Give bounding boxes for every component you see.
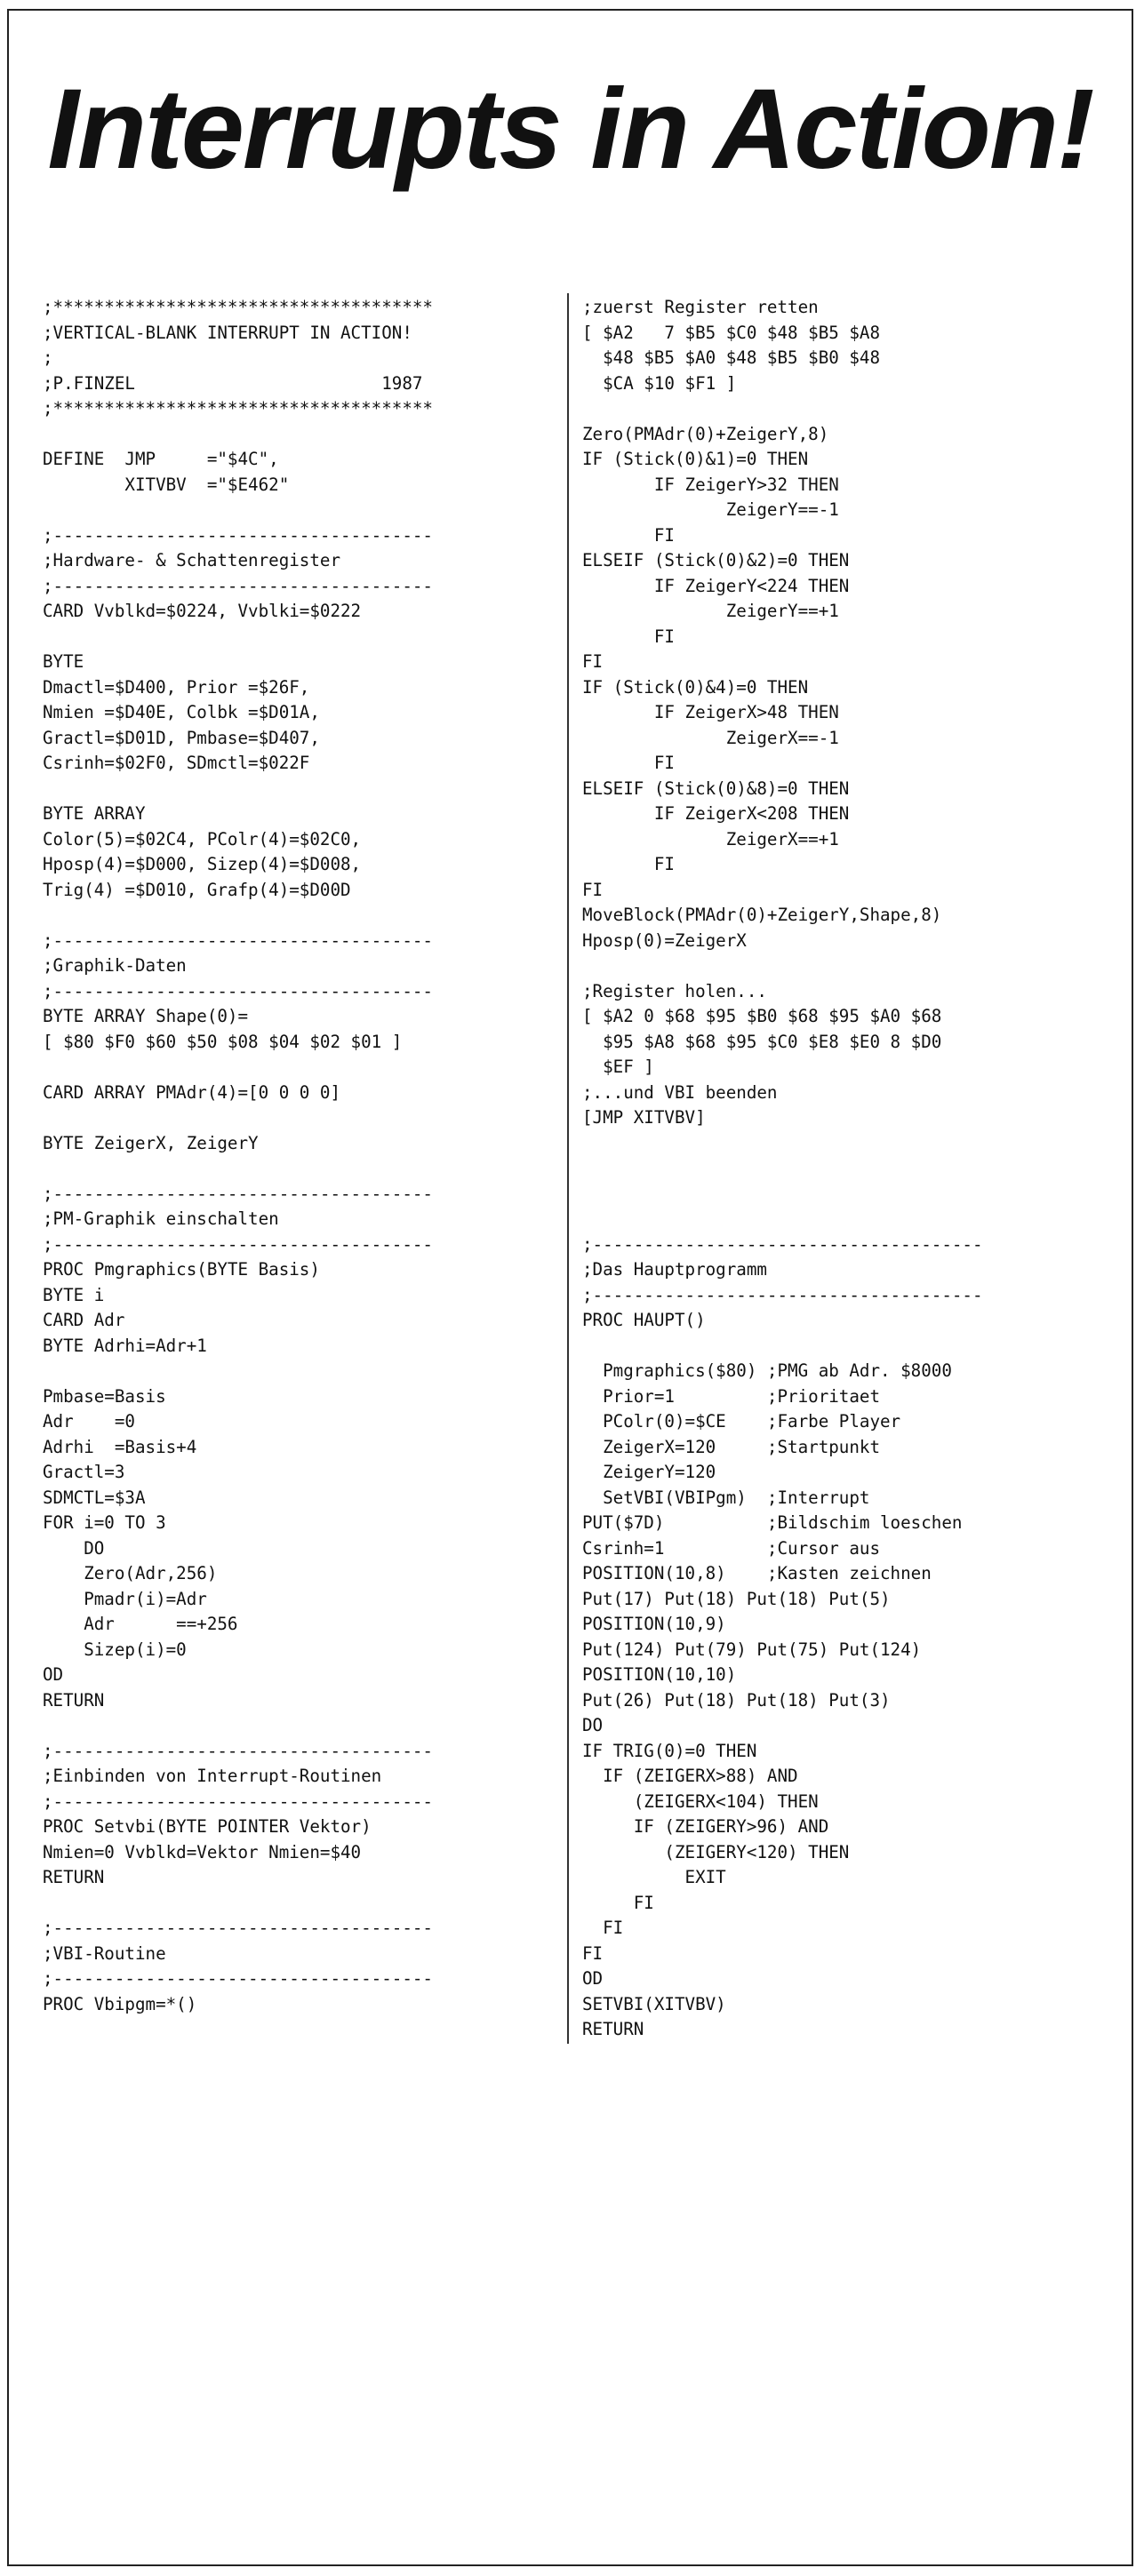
code-line: Pmgraphics($80) ;PMG ab Adr. $8000 (582, 1360, 952, 1381)
code-line: PROC Pmgraphics(BYTE Basis) (43, 1259, 320, 1280)
code-line: (ZEIGERY<120) THEN (582, 1841, 850, 1862)
code-line: ;------------------------------------- (43, 1790, 433, 1812)
code-line: Nmien=0 Vvblkd=Vektor Nmien=$40 (43, 1841, 362, 1862)
code-line: IF TRIG(0)=0 THEN (582, 1740, 757, 1761)
code-line (43, 1359, 563, 1384)
code-line: XITVBV ="$E462" (43, 474, 290, 495)
code-line: ; (43, 347, 53, 368)
code-line: ;Einbinden von Interrupt-Routinen (43, 1766, 382, 1786)
code-line (43, 1055, 563, 1081)
code-line: Adr ==+256 (43, 1614, 238, 1634)
code-line (582, 1334, 1116, 1360)
code-line: ;------------------------------------- (43, 980, 433, 1001)
code-line: BYTE ARRAY (43, 803, 146, 824)
code-line: PROC Vbipgm=*() (43, 1993, 197, 2014)
code-line (43, 777, 563, 802)
code-line: Nmien =$D40E, Colbk =$D01A, (43, 702, 320, 722)
code-line: ;------------------------------------- (43, 575, 433, 596)
code-line: ;------------------------------------- (43, 1740, 433, 1761)
code-line: PROC HAUPT() (582, 1310, 706, 1330)
code-line: ;VERTICAL-BLANK INTERRUPT IN ACTION! (43, 322, 412, 343)
code-line: Adrhi =Basis+4 (43, 1436, 197, 1457)
code-line: FI (582, 1892, 654, 1913)
code-line: BYTE i (43, 1284, 105, 1305)
code-line: [ $80 $F0 $60 $50 $08 $04 $02 $01 ] (43, 1031, 403, 1052)
code-line: ;zuerst Register retten (582, 297, 819, 317)
code-line: FI (582, 854, 675, 874)
code-line: Hposp(4)=$D000, Sizep(4)=$D008, (43, 854, 362, 874)
code-line (582, 1156, 1116, 1182)
code-line: FI (582, 651, 604, 672)
code-line (582, 1131, 1116, 1157)
code-line: MoveBlock(PMAdr(0)+ZeigerY,Shape,8) (582, 905, 942, 925)
code-line: FI (582, 524, 675, 546)
code-line: ;Hardware- & Schattenregister (43, 550, 341, 570)
code-line: (ZEIGERX<104) THEN (582, 1790, 819, 1812)
code-line: Put(124) Put(79) Put(75) Put(124) (582, 1639, 922, 1660)
code-line: BYTE ZeigerX, ZeigerY (43, 1132, 259, 1153)
code-line: DEFINE JMP ="$4C", (43, 449, 279, 469)
code-line: RETURN (43, 1689, 105, 1711)
code-line: ;Das Hauptprogramm (582, 1259, 767, 1280)
code-line: CARD Adr (43, 1310, 125, 1330)
code-line: Csrinh=1 ;Cursor aus (582, 1537, 881, 1559)
code-line: RETURN (582, 2019, 644, 2039)
code-line: ;------------------------------------- (43, 929, 433, 951)
code-line: Pmbase=Basis (43, 1385, 166, 1407)
code-line: EXIT (582, 1867, 726, 1887)
code-line: FI (582, 879, 604, 900)
code-line: ;************************************* (43, 398, 433, 419)
code-line: POSITION(10,10) (582, 1664, 737, 1685)
code-line: Sizep(i)=0 (43, 1639, 187, 1660)
code-line: FI (582, 753, 675, 773)
code-line: $CA $10 $F1 ] (582, 372, 737, 394)
code-line (43, 1713, 563, 1739)
code-line: $48 $B5 $A0 $48 $B5 $B0 $48 (582, 347, 881, 368)
code-line (43, 422, 563, 448)
code-line: ZeigerY==+1 (582, 601, 839, 621)
code-line: [ $A2 7 $B5 $C0 $48 $B5 $A8 (582, 322, 881, 343)
code-line: POSITION(10,8) ;Kasten zeichnen (582, 1563, 932, 1583)
code-line: FI (582, 1942, 604, 1964)
code-line: Gractl=$D01D, Pmbase=$D407, (43, 727, 320, 748)
code-line: $95 $A8 $68 $95 $C0 $E8 $E0 8 $D0 (582, 1031, 942, 1052)
code-line: SetVBI(VBIPgm) ;Interrupt (582, 1487, 870, 1508)
code-line: Zero(PMAdr(0)+ZeigerY,8) (582, 423, 829, 444)
code-line (43, 1891, 563, 1917)
code-line: POSITION(10,9) (582, 1614, 726, 1634)
code-line: ;------------------------------------- (43, 1968, 433, 1989)
code-line: [JMP XITVBV] (582, 1107, 706, 1128)
code-line: ZeigerX==-1 (582, 727, 839, 748)
code-line: [ $A2 0 $68 $95 $B0 $68 $95 $A0 $68 (582, 1006, 942, 1026)
code-line: IF ZeigerX<208 THEN (582, 803, 850, 824)
code-line: FI (582, 626, 675, 647)
code-line (43, 498, 563, 523)
code-line: ;------------------------------------- (43, 1183, 433, 1204)
code-line: ZeigerX==+1 (582, 828, 839, 849)
code-line: ELSEIF (Stick(0)&2)=0 THEN (582, 550, 850, 570)
code-line: FI (582, 1918, 624, 1938)
code-line: Prior=1 ;Prioritaet (582, 1385, 881, 1407)
code-line: Pmadr(i)=Adr (43, 1588, 207, 1609)
code-line: ;************************************* (43, 297, 433, 317)
code-line: PROC Setvbi(BYTE POINTER Vektor) (43, 1816, 372, 1837)
article-title: Interrupts in Action! (47, 66, 1093, 193)
code-line: Zero(Adr,256) (43, 1563, 218, 1583)
code-line: SDMCTL=$3A (43, 1487, 146, 1508)
code-line: Adr =0 (43, 1411, 135, 1432)
code-line: BYTE (43, 651, 84, 672)
code-line: IF (Stick(0)&1)=0 THEN (582, 449, 809, 469)
code-line (582, 953, 1116, 979)
code-line: IF (Stick(0)&4)=0 THEN (582, 676, 809, 698)
code-line: BYTE Adrhi=Adr+1 (43, 1335, 207, 1356)
code-line (43, 903, 563, 929)
code-line: ;------------------------------------- (43, 524, 433, 546)
code-line: ;Graphik-Daten (43, 955, 187, 976)
code-line: ZeigerY==-1 (582, 499, 839, 520)
code-line: ;-------------------------------------- (582, 1284, 983, 1305)
code-line: IF ZeigerX>48 THEN (582, 702, 839, 722)
code-line: RETURN (43, 1867, 105, 1887)
code-line: Trig(4) =$D010, Grafp(4)=$D00D (43, 879, 351, 900)
code-line: ZeigerX=120 ;Startpunkt (582, 1436, 881, 1457)
listing-right-column (582, 295, 1116, 2043)
code-line: ;------------------------------------- (43, 1918, 433, 1938)
code-line: FOR i=0 TO 3 (43, 1512, 166, 1533)
code-line: DO (582, 1715, 604, 1735)
code-line: ;------------------------------------- (43, 1233, 433, 1255)
code-line: IF ZeigerY<224 THEN (582, 575, 850, 596)
article-frame (7, 9, 1133, 2566)
code-line: ;...und VBI beenden (582, 1081, 778, 1103)
code-line: ;-------------------------------------- (582, 1233, 983, 1255)
code-line: ;P.FINZEL 1987 (43, 372, 423, 394)
code-line: Put(26) Put(18) Put(18) Put(3) (582, 1689, 891, 1711)
code-line: Hposp(0)=ZeigerX (582, 929, 747, 951)
code-line: Put(17) Put(18) Put(18) Put(5) (582, 1588, 891, 1609)
code-line: CARD ARRAY PMAdr(4)=[0 0 0 0] (43, 1081, 341, 1103)
column-divider (567, 293, 569, 2044)
code-line (43, 1156, 563, 1182)
code-line: ;PM-Graphik einschalten (43, 1208, 279, 1229)
code-line: OD (43, 1664, 64, 1685)
code-line (582, 396, 1116, 422)
code-line: ;VBI-Routine (43, 1942, 166, 1964)
code-line: IF (ZEIGERY>96) AND (582, 1816, 829, 1837)
code-line: ELSEIF (Stick(0)&8)=0 THEN (582, 778, 850, 799)
code-line: PUT($7D) ;Bildschim loeschen (582, 1512, 963, 1533)
code-line: CARD Vvblkd=$0224, Vvblki=$0222 (43, 601, 362, 621)
code-line (582, 1207, 1116, 1232)
code-line (43, 1105, 563, 1131)
code-line: Csrinh=$02F0, SDmctl=$022F (43, 753, 310, 773)
code-line: $EF ] (582, 1057, 654, 1077)
code-line: ZeigerY=120 (582, 1462, 716, 1482)
code-line: IF ZeigerY>32 THEN (582, 474, 839, 495)
listing-left-column (43, 295, 563, 2017)
code-line: IF (ZEIGERX>88) AND (582, 1766, 798, 1786)
code-line: PColr(0)=$CE ;Farbe Player (582, 1411, 901, 1432)
code-line: BYTE ARRAY Shape(0)= (43, 1006, 249, 1026)
code-line: Color(5)=$02C4, PColr(4)=$02C0, (43, 828, 362, 849)
code-line: Gractl=3 (43, 1462, 125, 1482)
code-line: SETVBI(XITVBV) (582, 1993, 726, 2014)
code-line: DO (43, 1537, 105, 1559)
code-line: Dmactl=$D400, Prior =$26F, (43, 676, 310, 698)
code-line (43, 625, 563, 650)
code-line: ;Register holen... (582, 980, 767, 1001)
code-line (582, 1182, 1116, 1208)
code-line: OD (582, 1968, 604, 1989)
